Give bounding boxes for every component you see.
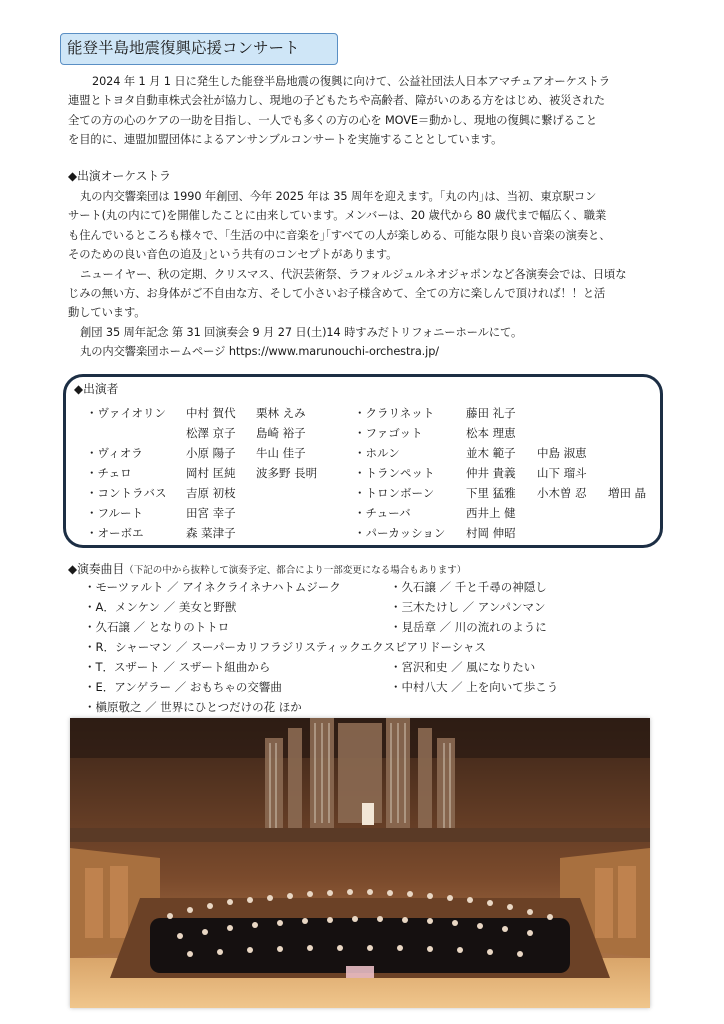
orchestra-photo — [70, 718, 650, 1008]
performers-right-column — [354, 403, 664, 543]
performer-name: 田宮 幸子 — [186, 506, 236, 520]
program-heading-label: ◆演奏曲目 — [68, 562, 125, 576]
program-item: ・A．メンケン ／ 美女と野獣 — [84, 600, 237, 614]
performer-name: 吉原 初枝 — [186, 486, 236, 500]
performer-row — [354, 403, 664, 423]
performer-row — [354, 483, 664, 503]
performer-name: 中村 賀代 — [186, 406, 236, 420]
program-item: ・三木たけし ／ アンパンマン — [390, 600, 546, 614]
instrument-part: ・チューバ — [354, 506, 411, 520]
program-item: ・宮沢和史 ／ 風になりたい — [390, 660, 536, 674]
performer-name: 牛山 佳子 — [256, 446, 306, 460]
program-note: （下記の中から抜粋して演奏予定、都合により一部変更になる場合もあります） — [124, 565, 467, 576]
performer-name: 島崎 裕子 — [256, 426, 306, 440]
orchestra-paragraph — [68, 187, 668, 362]
performer-name: 西井上 健 — [466, 506, 516, 520]
program-item: ・槇原敬之 ／ 世界にひとつだけの花 ほか — [84, 700, 302, 714]
performer-name: 並木 範子 — [466, 446, 516, 460]
orchestra-line: も住んでいるところも様々で、｢生活の中に音楽を｣｢すべての人が楽しめる、可能な限り良い音楽の演奏と、 — [68, 228, 611, 242]
performer-row — [86, 463, 396, 483]
intro-line: 全ての方の心のケアの一助を目指し、一人でも多くの方の心を MOVE＝動かし、現地の復興に繋げること — [68, 113, 598, 127]
program-item: ・R．シャーマン ／ スーパーカリフラジリスティックエクスピアリドーシャス — [84, 640, 487, 654]
program-item: ・久石譲 ／ となりのトトロ — [84, 620, 230, 634]
instrument-part: ・ファゴット — [354, 426, 423, 440]
instrument-part: ・ホルン — [354, 446, 400, 460]
performer-name: 中島 淑恵 — [537, 446, 587, 460]
concert-info: 創団 35 周年記念 第 31 回演奏会 9 月 27 日(土)14 時すみだトリフォニーホールにて。 — [80, 325, 523, 339]
performer-name: 村岡 伸昭 — [466, 526, 516, 540]
program-item: ・見岳章 ／ 川の流れのように — [390, 620, 547, 634]
performer-row — [86, 403, 396, 423]
page-title: 能登半島地震復興応援コンサート — [60, 33, 338, 65]
instrument-part: ・ヴァイオリン — [86, 406, 167, 420]
instrument-part: ・トランペット — [354, 466, 435, 480]
intro-line: 連盟とトヨタ自動車株式会社が協力し、現地の子どもたちや高齢者、障がいのある方をはじめ、被災された — [68, 94, 606, 108]
orchestra-line: そのための良い音色の追及｣という共有のコンセプトがあります。 — [68, 248, 398, 262]
instrument-part: ・チェロ — [86, 466, 132, 480]
intro-line: を目的に、連盟加盟団体によるアンサンブルコンサートを実施することとしています。 — [68, 133, 503, 147]
program-item: ・T．スザート ／ スザート組曲から — [84, 660, 271, 674]
orchestra-heading: ◆出演オーケストラ — [68, 169, 171, 183]
intro-paragraph — [68, 72, 668, 150]
instrument-part: ・クラリネット — [354, 406, 435, 420]
performer-row — [354, 423, 664, 443]
program-item: ・久石譲 ／ 千と千尋の神隠し — [390, 580, 547, 594]
performer-name: 山下 瑠斗 — [537, 466, 587, 480]
performer-row — [354, 443, 664, 463]
performer-name: 小木曽 忍 — [537, 486, 587, 500]
orchestra-line: じみの無い方、お身体がご不自由な方、そして小さいお子様含めて、全ての方に楽しんで頂ければ！！と活 — [68, 287, 606, 301]
performer-row — [86, 523, 396, 543]
performer-name: 藤田 礼子 — [466, 406, 516, 420]
performer-row — [86, 443, 396, 463]
performers-box — [63, 374, 663, 548]
performer-row — [86, 423, 396, 443]
program-item: ・中村八大 ／ 上を向いて歩こう — [390, 680, 559, 694]
performer-row — [354, 463, 664, 483]
performers-left-column — [86, 403, 396, 543]
concert-hall-image — [70, 718, 650, 1008]
program-item: ・モーツァルト ／ アイネクライネナハトムジーク — [84, 580, 341, 594]
performer-row — [354, 503, 664, 523]
orchestra-line: サート(丸の内にて)を開催したことに由来しています。メンバーは、20 歳代から 80 歳代まで幅広く、職業 — [68, 209, 607, 223]
performer-name: 栗林 えみ — [256, 406, 306, 420]
performer-name: 松本 理恵 — [466, 426, 516, 440]
performer-name: 波多野 長明 — [256, 466, 318, 480]
performer-row — [86, 503, 396, 523]
instrument-part: ・トロンボーン — [354, 486, 435, 500]
performer-name: 小原 陽子 — [186, 446, 236, 460]
instrument-part: ・ヴィオラ — [86, 446, 143, 460]
performer-row — [354, 523, 664, 543]
instrument-part: ・コントラバス — [86, 486, 167, 500]
performers-heading: ◆出演者 — [74, 382, 119, 396]
performer-name: 下里 猛雅 — [466, 486, 516, 500]
program-heading — [68, 560, 466, 577]
performer-name: 仲井 貴義 — [466, 466, 516, 480]
instrument-part: ・パーカッション — [354, 526, 446, 540]
instrument-part: ・フルート — [86, 506, 144, 520]
performer-name: 森 菜津子 — [186, 526, 236, 540]
performer-name: 岡村 匡純 — [186, 466, 236, 480]
performer-name: 松澤 京子 — [186, 426, 236, 440]
program-item: ・E．アンゲラー ／ おもちゃの交響曲 — [84, 680, 282, 694]
performer-name: 増田 晶 — [608, 486, 647, 500]
homepage-link[interactable]: 丸の内交響楽団ホームページ https://www.marunouchi-orchestra.jp/ — [80, 345, 439, 359]
intro-line: 2024 年 1 月 1 日に発生した能登半島地震の復興に向けて、公益社団法人日本アマチュアオーケストラ — [92, 75, 610, 88]
orchestra-line: 動しています。 — [68, 306, 146, 320]
instrument-part: ・オーボエ — [86, 526, 144, 540]
performer-row — [86, 483, 396, 503]
orchestra-line: ニューイヤー、秋の定期、クリスマス、代沢芸術祭、ラフォルジュルネオジャポンなど各演奏会では、日頃な — [80, 267, 627, 281]
orchestra-line: 丸の内交響楽団は 1990 年創団、今年 2025 年は 35 周年を迎えます。｢丸の内｣は、当初、東京駅コン — [80, 190, 597, 203]
